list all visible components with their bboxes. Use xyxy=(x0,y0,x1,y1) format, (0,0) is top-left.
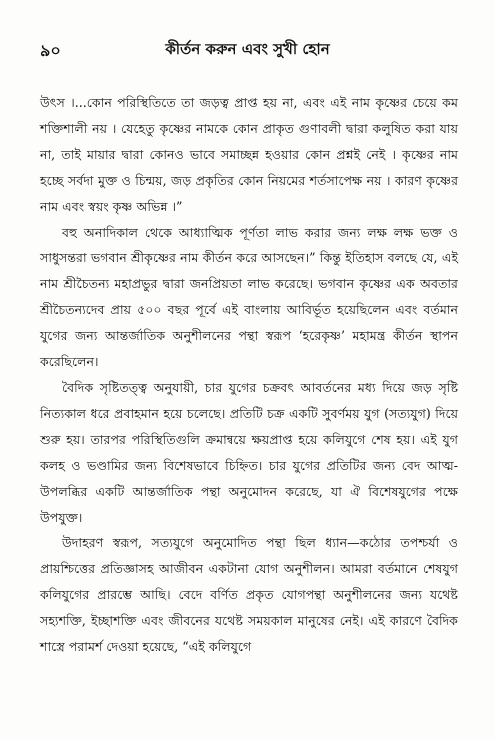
running-title: কীর্তন করুন এবং সুখী হোন xyxy=(165,40,330,58)
paragraph-4: উদাহরণ স্বরূপ, সত্যযুগে অনুমোদিত পন্থা ছিল ধ্যান—কঠোর তপশ্চর্যা ও প্রায়শ্চিত্তের প্রতিজ্ঞাসহ আজীবন একটানা যোগ অনুশীলন। আমরা বর্তমানে শেষযুগ কলিযুগের প্রারম্ভে আছি। বেদে বর্ণিত প্রকৃত যোগপন্থা অনুশীলনের জন্য যথেষ্ট সহ্যশক্তি, ইচ্ছাশক্তি এবং জীবনের যথেষ্ট সময়কাল মানুষের নেই। এই কারণে বৈদিক শাস্ত্রে পরামর্শ দেওয়া হয়েছে, “এই কলিযুগে xyxy=(40,535,458,655)
body-text xyxy=(40,90,458,660)
paragraph-3: বৈদিক সৃষ্টিতত্ত্ব অনুযায়ী, চার যুগের চক্রবৎ আবর্তনের মধ্য দিয়ে জড় সৃষ্টি নিত্যকাল ধরে প্রবাহমান হয়ে চলেছে। প্রতিটি চক্র একটি সুবর্ণময় যুগ (সত্যযুগ) দিয়ে শুরু হয়। তারপর পরিস্থিতিগুলি ক্রমান্বয়ে ক্ষয়প্রাপ্ত হয়ে কলিযুগে শেষ হয়। এই যুগ কলহ ও ভণ্ডামির জন্য বিশেষভাবে চিহ্নিত। চার যুগের প্রতিটির জন্য বেদ আত্ম-উপলব্ধির একটি আন্তর্জাতিক পন্থা অনুমোদন করেছে, যা ঐ বিশেষযুগের পক্ষে উপযুক্ত। xyxy=(40,379,458,525)
paragraph-2: বহু অনাদিকাল থেকে আধ্যাত্মিক পূর্ণতা লাভ করার জন্য লক্ষ লক্ষ ভক্ত ও সাধুসন্তরা ভগবান শ্রীকৃষ্ণের নাম কীর্তন করে আসছেন।” কিন্তু ইতিহাস বলছে যে, এই নাম শ্রীচৈতন্য মহাপ্রভুর দ্বারা জনপ্রিয়তা লাভ করেছে। ভগবান কৃষ্ণের এক অবতার শ্রীচৈতন্যদেব প্রায় ৫০০ বছর পূর্বে এই বাংলায় আবির্ভূত হয়েছিলেন এবং বর্তমান যুগের জন্য আন্তর্জাতিক অনুশীলনের পন্থা স্বরূপ ‘হরেকৃষ্ণ’ মহামন্ত্র কীর্তন স্থাপন করেছিলেন। xyxy=(40,224,458,370)
page-header xyxy=(36,38,459,62)
paragraph-1: উৎস ।...কোন পরিস্থিতিতে তা জড়ত্ব প্রাপ্ত হয় না, এবং এই নাম কৃষ্ণের চেয়ে কম শক্তিশালী নয় । যেহেতু কৃষ্ণের নামকে কোন প্রাকৃত গুণাবলী দ্বারা কলুষিত করা যায় না, তাই মায়ার দ্বারা কোনও ভাবে সমাচ্ছন্ন হওয়ার কোন প্রশ্নই নেই । কৃষ্ণের নাম হচ্ছে সর্বদা মুক্ত ও চিন্ময়, জড় প্রকৃতির কোন নিয়মের শর্তসাপেক্ষ নয় । কারণ কৃষ্ণের নাম এবং স্বয়ং কৃষ্ণ অভিন্ন ।” xyxy=(40,95,458,214)
page-number: ৯০ xyxy=(40,41,61,60)
